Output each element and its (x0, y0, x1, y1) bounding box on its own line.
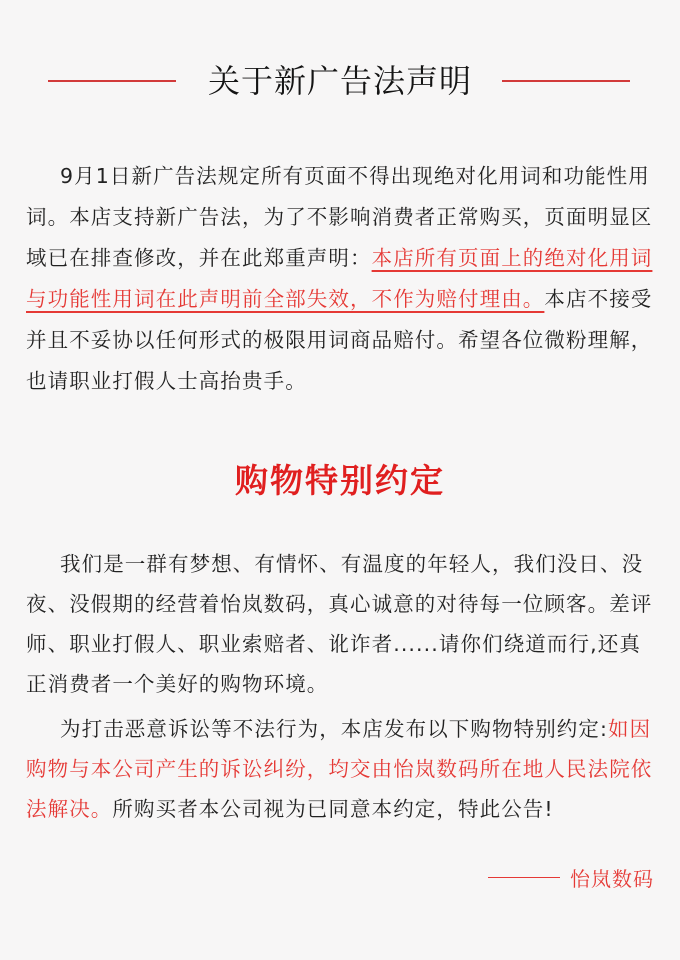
notice-text-2: 本店不接受并且不妥协以任何形式的极限用词商品赔付。希望各位微粉理解，也请职业打假人士高抬贵手。 (26, 287, 653, 393)
page-title: 关于新广告法声明 (207, 62, 472, 100)
signature-name: 怡岚数码 (570, 866, 654, 891)
agreement-text-2-highlight: 如因购物与本公司产生的诉讼纠纷，均交由怡岚数码所在地人民法院依法解决。 (26, 717, 653, 821)
agreement-text-2-end: 所购买者本公司视为已同意本约定，特此公告! (112, 797, 554, 821)
title-right-divider (502, 80, 630, 82)
agreement-text-1: 我们是一群有梦想、有情怀、有温度的年轻人，我们没日、没夜、没假期的经营着怡岚数码，真心诚意的对待每一位顾客。差评师、职业打假人、职业索赔者、讹诈者......请你们绕道而行,还真正消费者一个美好的购物环境。 (26, 552, 653, 696)
signature (488, 860, 654, 894)
notice-text-1: 9月1日新广告法规定所有页面不得出现绝对化用词和功能性用词。本店支持新广告法，为了不影响消费者正常购买，页面明显区域已在排查修改，并在此郑重声明： (26, 164, 653, 270)
signature-divider (488, 877, 560, 878)
agreement-paragraph-1 (26, 544, 654, 704)
notice-paragraph (26, 156, 654, 402)
agreement-text-2-intro: 为打击恶意诉讼等不法行为，本店发布以下购物特别约定: (60, 717, 609, 741)
section-title: 购物特别约定 (235, 461, 445, 500)
notice-highlight: 本店所有页面上的绝对化用词与功能性用词在此声明前全部失效，不作为赔付理由。 (26, 246, 653, 311)
header (0, 56, 680, 106)
agreement-paragraph-2 (26, 709, 654, 829)
